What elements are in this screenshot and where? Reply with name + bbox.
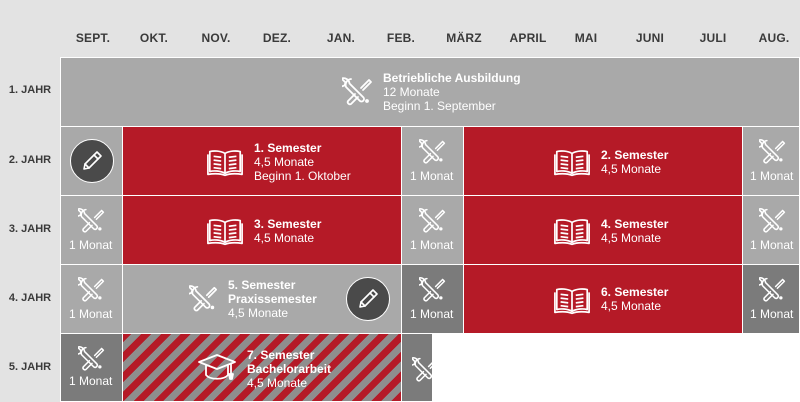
semester-1-start: Beginn 1. Oktober [254, 169, 351, 183]
block-semester-1 [122, 126, 402, 196]
month-jan: JAN. [326, 31, 356, 45]
block-row5-sept [60, 333, 123, 402]
semester-7-subtitle: Bachelorarbeit [247, 362, 332, 376]
book-icon [553, 285, 591, 315]
month-juli: JULI [699, 31, 727, 45]
year-label-1: 1. JAHR [8, 84, 52, 96]
block-semester-7 [122, 333, 402, 402]
year-label-3: 3. JAHR [8, 223, 52, 235]
block-row4-aug [742, 264, 800, 334]
block-row2-aug [742, 126, 800, 196]
semester-7-title: 7. Semester [247, 348, 315, 362]
book-icon [206, 216, 244, 246]
semester-3-duration: 4,5 Monate [254, 231, 315, 245]
tools-icon [759, 207, 787, 235]
duration-label: 1 Monat [69, 307, 113, 321]
semester-4-duration: 4,5 Monate [601, 231, 662, 245]
month-dez: DEZ. [262, 31, 292, 45]
exam-badge [70, 139, 114, 183]
block-row2-feb [401, 126, 464, 196]
block-semester-4 [463, 195, 743, 265]
month-april: APRIL [509, 31, 547, 45]
block-row2-sept [60, 126, 123, 196]
block-semester-6 [463, 264, 743, 334]
duration-label: 1 Monat [750, 169, 794, 183]
semester-1-title: 1. Semester [254, 141, 322, 155]
duration-label: 1 Monat [750, 238, 794, 252]
month-feb: FEB. [386, 31, 416, 45]
block-row3-aug [742, 195, 800, 265]
semester-7-duration: 4,5 Monate [247, 376, 308, 390]
duration-label: 1 Monat [410, 169, 454, 183]
semester-2-duration: 4,5 Monate [601, 162, 662, 176]
ausbildung-title: Betriebliche Ausbildung [383, 71, 521, 85]
block-row3-sept [60, 195, 123, 265]
year-label-5: 5. JAHR [8, 361, 52, 373]
pencil-icon [356, 287, 380, 311]
month-sept: SEPT. [75, 31, 111, 45]
tools-icon [419, 138, 447, 166]
block-semester-2 [463, 126, 743, 196]
month-maerz: MÄRZ [446, 31, 482, 45]
semester-3-title: 3. Semester [254, 217, 322, 231]
tools-icon [419, 207, 447, 235]
book-icon [553, 216, 591, 246]
duration-label: 1 Monat [410, 307, 454, 321]
semester-4-title: 4. Semester [601, 217, 669, 231]
tools-icon [419, 276, 447, 304]
tools-icon [78, 345, 106, 373]
month-juni: JUNI [635, 31, 665, 45]
duration-label: 1 Monat [69, 374, 113, 388]
semester-5-duration: 4,5 Monate [228, 306, 289, 320]
ausbildung-duration: 12 Monate [383, 85, 440, 99]
semester-5-subtitle: Praxissemester [228, 292, 317, 306]
tools-icon [189, 284, 219, 314]
book-icon [553, 147, 591, 177]
tools-icon [759, 276, 787, 304]
block-row5-feb [401, 333, 433, 402]
block-semester-3 [122, 195, 402, 265]
block-betriebliche-ausbildung [60, 57, 800, 127]
tools-icon [759, 138, 787, 166]
tools-icon [412, 356, 433, 384]
month-mai: MAI [574, 31, 598, 45]
tools-icon [78, 276, 106, 304]
exam-badge [346, 277, 390, 321]
month-nov: NOV. [201, 31, 231, 45]
year-label-4: 4. JAHR [8, 292, 52, 304]
duration-label: 1 Monat [69, 238, 113, 252]
duration-label: 1 Monat [410, 238, 454, 252]
block-semester-5 [122, 264, 402, 334]
block-row4-feb [401, 264, 464, 334]
graduation-cap-icon [197, 352, 237, 384]
block-row3-feb [401, 195, 464, 265]
semester-6-duration: 4,5 Monate [601, 299, 662, 313]
pencil-icon [80, 149, 104, 173]
semester-2-title: 2. Semester [601, 148, 669, 162]
tools-icon [78, 207, 106, 235]
book-icon [206, 147, 244, 177]
tools-icon [342, 76, 374, 108]
duration-label: 1 Monat [750, 307, 794, 321]
ausbildung-start: Beginn 1. September [383, 99, 496, 113]
month-aug: AUG. [758, 31, 790, 45]
year-label-2: 2. JAHR [8, 154, 52, 166]
semester-6-title: 6. Semester [601, 285, 669, 299]
block-row4-sept [60, 264, 123, 334]
month-header-bar [0, 0, 800, 57]
semester-1-duration: 4,5 Monate [254, 155, 315, 169]
semester-5-title: 5. Semester [228, 278, 296, 292]
month-okt: OKT. [139, 31, 169, 45]
